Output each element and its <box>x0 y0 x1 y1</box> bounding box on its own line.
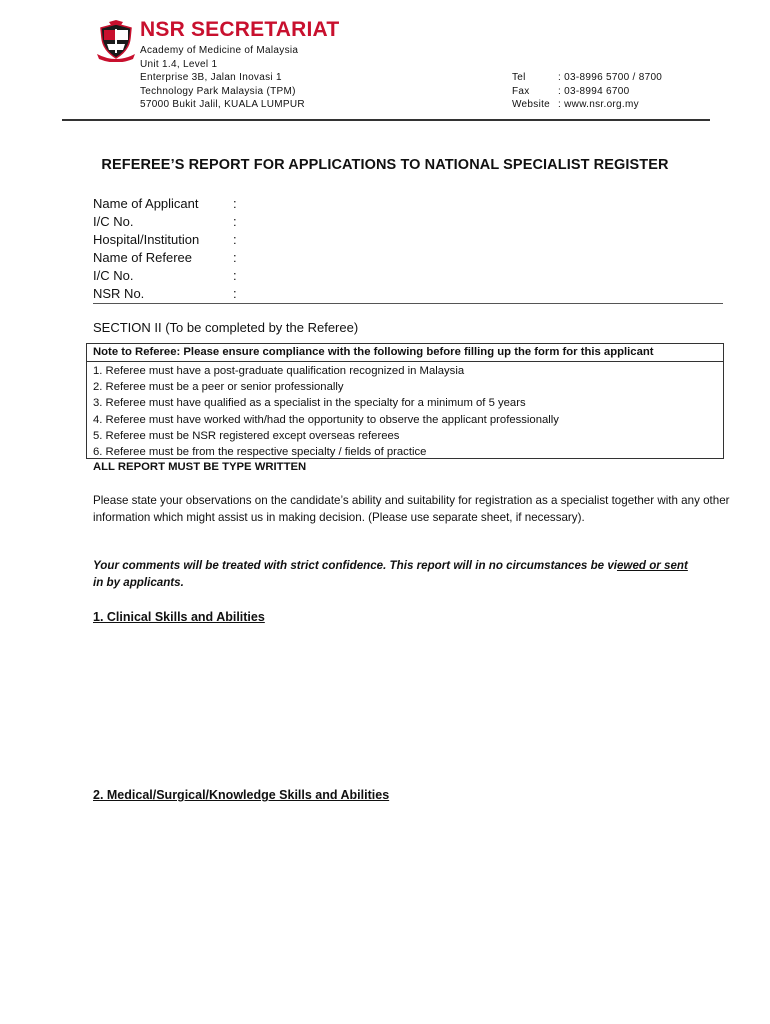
heading-medical-skills: 2. Medical/Surgical/Knowledge Skills and Abilities <box>93 788 390 802</box>
applicant-fields <box>93 195 237 303</box>
all-report-note: ALL REPORT MUST BE TYPE WRITTEN <box>93 461 307 473</box>
address-line: Technology Park Malaysia (TPM) <box>140 85 296 97</box>
contact-value-website[interactable]: : www.nsr.org.my <box>558 99 639 111</box>
field-separator: : <box>233 286 237 301</box>
confidential-part: in by applicants. <box>93 575 184 589</box>
address-line: Enterprise 3B, Jalan Inovasi 1 <box>140 72 282 84</box>
field-row <box>93 249 237 267</box>
fields-divider <box>93 303 723 304</box>
field-row <box>93 267 237 285</box>
note-item: 6. Referee must be from the respective specialty / fields of practice <box>93 446 427 459</box>
academy-crest-icon <box>97 20 135 62</box>
address-line: Academy of Medicine of Malaysia <box>140 45 299 56</box>
field-label: Name of Referee <box>93 250 192 265</box>
contact-value-fax: : 03-8994 6700 <box>558 85 630 97</box>
field-separator: : <box>233 196 237 211</box>
contact-label-tel: Tel <box>512 72 526 83</box>
field-row <box>93 195 237 213</box>
note-list <box>93 363 559 460</box>
note-item: 2. Referee must be a peer or senior professionally <box>93 381 344 394</box>
confidential-part: Your comments will be treated with strict confidence. This report will in no circumstances be vi <box>93 559 617 572</box>
field-label: NSR No. <box>93 286 145 301</box>
note-item: 4. Referee must have worked with/had the opportunity to observe the applicant professionally <box>93 413 559 426</box>
document-title: REFEREE’S REPORT FOR APPLICATIONS TO NATIONAL SPECIALIST REGISTER <box>101 157 669 173</box>
field-separator: : <box>233 214 237 229</box>
contact-value-tel: : 03-8996 5700 / 8700 <box>558 72 663 83</box>
field-label: Name of Applicant <box>93 196 199 211</box>
field-separator: : <box>233 232 237 247</box>
section-title: SECTION II (To be completed by the Referee) <box>93 320 359 335</box>
field-label: Hospital/Institution <box>93 232 200 247</box>
field-row <box>93 231 237 249</box>
field-row <box>93 285 237 303</box>
field-separator: : <box>233 268 237 283</box>
contact-block <box>512 71 662 112</box>
field-row <box>93 213 237 231</box>
heading-clinical-skills: 1. Clinical Skills and Abilities <box>93 610 265 624</box>
confidential-note <box>93 558 733 591</box>
org-title: NSR SECRETARIAT <box>140 18 340 41</box>
address-line: 57000 Bukit Jalil, KUALA LUMPUR <box>140 99 305 111</box>
note-item: 1. Referee must have a post-graduate qualification recognized in Malaysia <box>93 365 465 377</box>
note-item: 5. Referee must be NSR registered except overseas referees <box>93 429 400 442</box>
field-separator: : <box>233 250 237 265</box>
org-address <box>140 44 305 112</box>
observations-text: Please state your observations on the candidate’s ability and suitability for registration as a specialist together with any other information which might assist us in making decision. (Please use separate sheet, if necessary). <box>93 494 730 524</box>
note-heading: Note to Referee: Please ensure compliance with the following before filling up the form for this applicant <box>87 344 723 362</box>
address-line: Unit 1.4, Level 1 <box>140 58 218 70</box>
note-box <box>86 343 724 459</box>
confidential-underlined: ewed or sent <box>616 559 688 572</box>
contact-label-website: Website <box>512 99 551 111</box>
contact-label-fax: Fax <box>512 85 530 97</box>
field-label: I/C No. <box>93 214 134 229</box>
header-divider <box>62 119 710 121</box>
note-item: 3. Referee must have qualified as a specialist in the specialty for a minimum of 5 years <box>93 397 526 410</box>
field-label: I/C No. <box>93 268 134 283</box>
